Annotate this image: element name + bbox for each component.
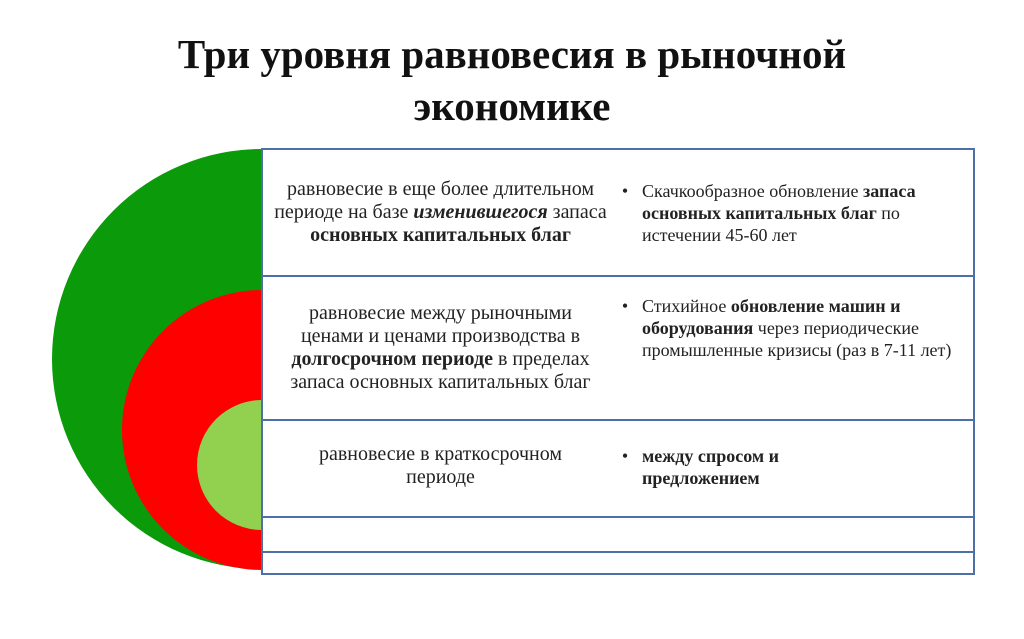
level-characteristic bbox=[618, 277, 973, 419]
row1-right-c: по истечении 45-60 лет bbox=[642, 203, 900, 245]
row1-right-text bbox=[642, 180, 957, 246]
row1-right-a: Скачкообразное обновление bbox=[642, 181, 859, 201]
row3-left-text: равновесие в краткосрочном периоде bbox=[318, 443, 563, 488]
bullet-icon: • bbox=[621, 446, 629, 466]
row2-left-text: равновесие между рыночными ценами и ценами производства в bbox=[300, 302, 581, 347]
row1-left-emphasis: изменившегося bbox=[413, 201, 548, 223]
row1-right-bold: запаса основных капитальных благ bbox=[642, 181, 916, 223]
row2-right-bold: обновление машин и оборудования bbox=[642, 296, 901, 338]
bullet-icon: • bbox=[621, 181, 629, 201]
row2-right-c: через периодические промышленные кризисы (раз в 7-11 лет) bbox=[642, 318, 952, 360]
level-row-long-run-changed bbox=[263, 150, 973, 277]
row2-right-text bbox=[642, 295, 957, 361]
level-description bbox=[263, 277, 618, 419]
bullet-icon: • bbox=[621, 296, 629, 316]
row2-left-text-2: в пределах запаса основных капитальных благ bbox=[290, 348, 591, 393]
level-characteristic bbox=[618, 421, 973, 516]
levels-table bbox=[261, 148, 975, 575]
level-description bbox=[263, 150, 618, 275]
row3-right-text bbox=[642, 445, 842, 489]
row1-left-bold: основных капитальных благ bbox=[310, 224, 571, 246]
level-row-short-run bbox=[263, 421, 973, 518]
level-description bbox=[263, 421, 618, 516]
title-line-2: экономике bbox=[413, 83, 611, 129]
row1-left-text-2: запаса bbox=[552, 201, 607, 223]
level-row-long-run bbox=[263, 277, 973, 421]
empty-row bbox=[263, 518, 973, 553]
row3-right-bold: между спросом и предложением bbox=[642, 446, 780, 488]
row2-left-bold: долгосрочном периоде bbox=[291, 348, 493, 370]
title-line-1: Три уровня равновесия в рыночной bbox=[177, 31, 847, 77]
level-characteristic bbox=[618, 150, 973, 275]
row1-left-text: равновесие в еще более длительном периоде на базе bbox=[274, 178, 594, 223]
row2-right-a: Стихийное bbox=[642, 296, 727, 316]
